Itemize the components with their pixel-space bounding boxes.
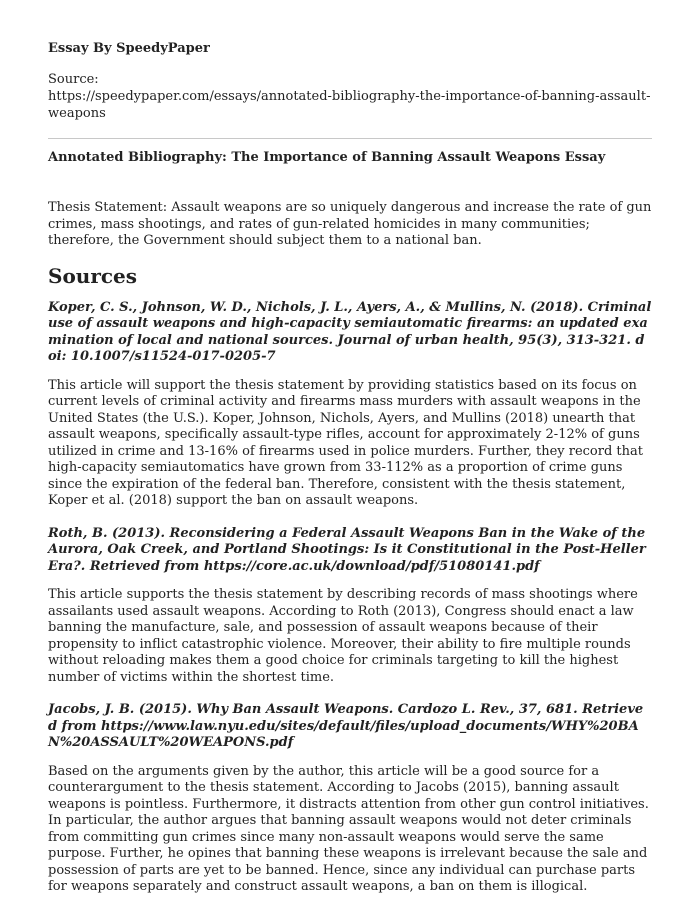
thesis-statement: Thesis Statement: Assault weapons are so uniquely dangerous and increase the rate of gun crimes, mass shootings, and rates of gun-related homicides in many communities; therefore, the Government should subject them to a national ban.: [48, 200, 652, 248]
bibliography-entry: [48, 526, 652, 687]
essay-page: [48, 40, 652, 912]
entry-annotation: Based on the arguments given by the author, this article will be a good source for a counterargument to the thesis statement. According to Jacobs (2015), banning assault weapons is pointless. Furthermore, it distracts attention from other gun control initiatives. In particular, the author argues that banning assault weapons would not deter criminals from committing gun crimes since many non-assault weapons would serve the same purpose. Further, he opines that banning these weapons is irrelevant because the sale and possession of parts are yet to be banned. Hence, since any individual can purchase parts for weapons separately and construct assault weapons, a ban on them is illogical.: [48, 763, 649, 894]
document-title: Annotated Bibliography: The Importance of Banning Assault Weapons Essay: [48, 150, 606, 165]
entry-citation: Jacobs, J. B. (2015). Why Ban Assault Weapons. Cardozo L. Rev., 37, 681. Retrieved from https://www.law.nyu.edu/sites/default/files/upload_documents/WHY%20BAN%20ASSAULT%20WEAPONS.pdf: [48, 702, 644, 750]
source-url-link[interactable]: https://speedypaper.com/essays/annotated-bibliography-the-importance-of-banning-assault-weapons: [48, 89, 651, 121]
entry-citation: Roth, B. (2013). Reconsidering a Federal Assault Weapons Ban in the Wake of the Aurora, Oak Creek, and Portland Shootings: Is it Constitutional in the Post-Heller Era?. Retrieved from https://core.ac.uk/download/pdf/51080141.pdf: [48, 525, 646, 574]
source-label: Source:: [48, 72, 99, 87]
entry-annotation: This article will support the thesis statement by providing statistics based on its focus on current levels of criminal activity and firearms mass murders with assault weapons in the United States (the U.S.). Koper, Johnson, Nichols, Ayers, and Mullins (2018) unearth that assault weapons, specifically assault-type rifles, account for approximately 2-12% of guns utilized in crime and 13-16% of firearms used in police murders. Further, they record that high-capacity semiautomatics have grown from 33-112% as a proportion of crime guns since the expiration of the federal ban. Therefore, consistent with the thesis statement, Koper et al. (2018) support the ban on assault weapons.: [48, 377, 643, 508]
entry-citation: Koper, C. S., Johnson, W. D., Nichols, J. L., Ayers, A., & Mullins, N. (2018). Criminal use of assault weapons and high-capacity semiautomatic firearms: an updated examination of local and national sources. Journal of urban health, 95(3), 313-321. doi: 10.1007/s11524-017-0205-7: [48, 299, 652, 364]
bibliography-entry: [48, 300, 652, 510]
essay-byline: Essay By SpeedyPaper: [48, 41, 210, 56]
sources-heading: Sources: [48, 263, 138, 288]
entry-annotation: This article supports the thesis statement by describing records of mass shootings where assailants used assault weapons. According to Roth (2013), Congress should enact a law banning the manufacture, sale, and possession of assault weapons because of their propensity to inflict catastrophic violence. Moreover, their ability to fire multiple rounds without reloading makes them a good choice for criminals targeting to kill the highest number of victims within the shortest time.: [48, 587, 638, 685]
header-divider: [48, 138, 652, 139]
bibliography-entry: [48, 702, 652, 896]
